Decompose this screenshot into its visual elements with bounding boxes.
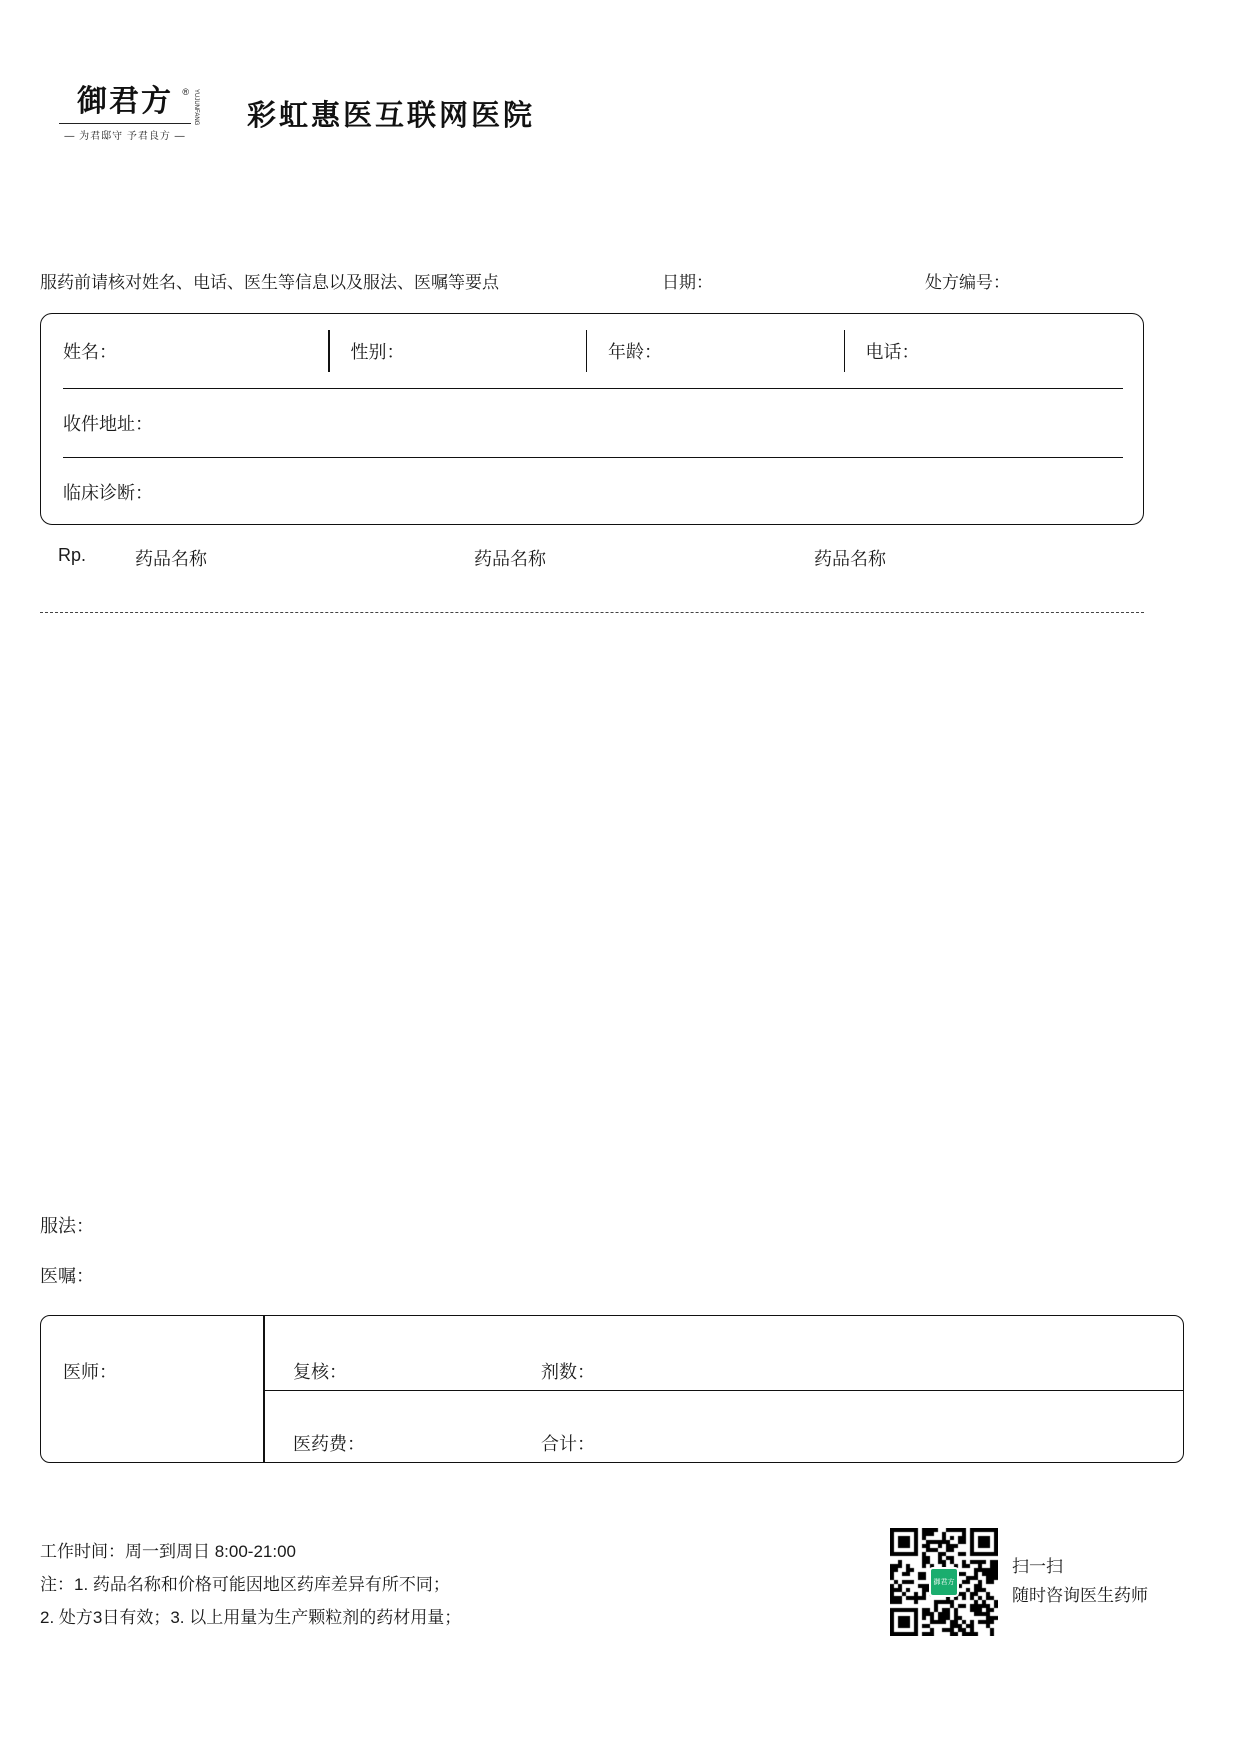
dose-count-label: 剂数：	[541, 1362, 595, 1382]
footer-notes	[40, 1535, 461, 1634]
brand-logo	[55, 84, 199, 142]
patient-info-row-1	[41, 314, 1143, 388]
patient-phone-field[interactable]	[844, 314, 1143, 388]
patient-address-label: 收件地址：	[63, 413, 153, 434]
qr-code-icon[interactable]	[890, 1528, 998, 1636]
brand-logo-pinyin: YUJUNFANG	[193, 89, 199, 126]
doctor-signature-label: 医师：	[63, 1362, 117, 1382]
clinical-diagnosis-label: 临床诊断：	[63, 482, 153, 503]
registered-trademark-icon: ®	[182, 87, 189, 97]
footer-note-line-1: 注：1. 药品名称和价格可能因地区药库差异有所不同；	[40, 1575, 450, 1595]
date-label: 日期：	[662, 273, 713, 292]
qr-caption	[1012, 1553, 1148, 1611]
brand-logo-slogan: — 为君邸守 予君良方 —	[64, 131, 186, 142]
signature-horizontal-divider	[263, 1390, 1183, 1391]
document-header	[55, 85, 535, 142]
brand-logo-main: 御君方	[77, 84, 173, 119]
qr-caption-line-2: 随时咨询医生药师	[1012, 1586, 1148, 1605]
notice-text: 服药前请核对姓名、电话、医生等信息以及服法、医嘱等要点	[40, 273, 499, 292]
signature-vertical-divider	[263, 1316, 265, 1462]
patient-name-label: 姓名：	[63, 342, 117, 362]
rp-label: Rp.	[58, 545, 87, 565]
qr-section	[890, 1528, 1148, 1636]
patient-sex-label: 性别：	[350, 342, 405, 362]
footer-note-line-2: 2. 处方3日有效；3. 以上用量为生产颗粒剂的药材用量；	[40, 1608, 462, 1628]
qr-caption-line-1: 扫一扫	[1012, 1557, 1063, 1577]
total-label: 合计：	[541, 1434, 595, 1454]
prescription-body-area[interactable]	[40, 620, 1144, 1180]
qr-center-logo: 御君方	[929, 1567, 959, 1597]
advice-label: 医嘱：	[40, 1266, 94, 1286]
hospital-name: 彩虹惠医互联网医院	[247, 98, 536, 132]
drug-name-column-1: 药品名称	[135, 549, 207, 569]
clinical-diagnosis-field[interactable]	[41, 457, 1143, 526]
patient-age-label: 年龄：	[608, 342, 663, 362]
drug-name-column-3: 药品名称	[814, 549, 886, 569]
medicine-fee-label: 医药费：	[293, 1434, 365, 1454]
recheck-label: 复核：	[293, 1362, 347, 1382]
drug-name-column-2: 药品名称	[474, 549, 546, 569]
prescription-header-row	[40, 545, 1144, 575]
patient-phone-label: 电话：	[865, 342, 920, 362]
work-hours-text: 工作时间：周一到周日 8:00-21:00	[40, 1542, 297, 1561]
patient-sex-field[interactable]	[328, 314, 586, 388]
patient-age-field[interactable]	[586, 314, 844, 388]
patient-info-box	[40, 313, 1144, 525]
prescription-number-label: 处方编号：	[925, 273, 1010, 292]
signature-box	[40, 1315, 1184, 1463]
brand-logo-divider	[59, 123, 191, 124]
prescription-divider	[40, 612, 1144, 613]
usage-label: 服法：	[40, 1216, 94, 1236]
patient-name-field[interactable]	[41, 314, 328, 388]
patient-address-field[interactable]	[41, 388, 1143, 457]
